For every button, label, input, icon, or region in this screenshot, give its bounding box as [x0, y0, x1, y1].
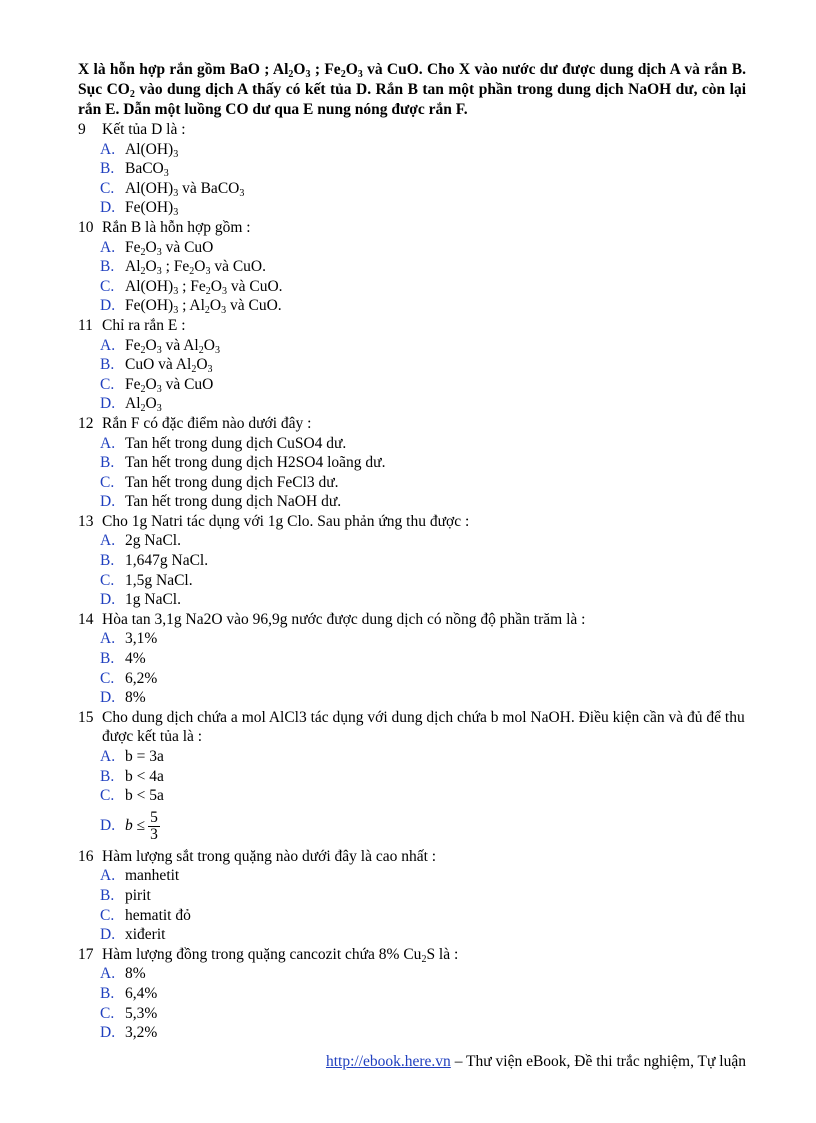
option-formula — [125, 810, 160, 843]
option-letter: D. — [100, 926, 116, 944]
question-9 — [78, 120, 746, 218]
question-14 — [78, 610, 746, 708]
option-text: 6,2% — [125, 669, 158, 687]
intro-text: O — [293, 61, 306, 78]
option-text: 3,1% — [125, 630, 158, 648]
option-a[interactable] — [78, 140, 746, 160]
option-d[interactable] — [78, 590, 746, 610]
option-d[interactable] — [78, 394, 746, 414]
question-number: 17 — [78, 945, 94, 963]
formula-relation: ≤ — [136, 816, 146, 834]
option-text: 8% — [125, 689, 146, 707]
option-text: pirit — [125, 886, 151, 904]
option-text: $Fe_2O_3$ và CuO — [125, 375, 214, 395]
question-text: Hàm lượng đồng trong quặng cancozit chứa 8% $Cu_2S$ là : — [102, 945, 459, 965]
option-letter: A. — [100, 748, 116, 765]
fraction — [148, 810, 160, 843]
option-text: 6,4% — [125, 984, 158, 1002]
option-c[interactable] — [78, 473, 746, 493]
option-a[interactable] — [78, 531, 746, 551]
option-letter: C. — [100, 179, 115, 197]
question-number: 15 — [78, 708, 94, 726]
option-a[interactable] — [78, 629, 746, 649]
option-letter: A. — [100, 630, 116, 648]
option-letter: C. — [100, 669, 115, 687]
option-d[interactable] — [78, 688, 746, 708]
option-letter: D. — [100, 199, 116, 217]
option-text: $Fe(OH)_3$ ; $Al_2O_3$ và CuO. — [125, 297, 282, 317]
option-c[interactable] — [78, 179, 746, 199]
subscript: 2 — [288, 69, 294, 80]
subscript: 2 — [129, 89, 135, 100]
option-d[interactable] — [78, 810, 746, 843]
option-letter: B. — [100, 552, 115, 570]
option-letter: C. — [100, 787, 115, 805]
option-text: 5,3% — [125, 1004, 158, 1022]
option-a[interactable] — [78, 434, 746, 454]
option-letter: A. — [100, 336, 116, 354]
question-text: Hàm lượng sắt trong quặng nào dưới đây là cao nhất : — [102, 847, 437, 865]
option-text: 4% — [125, 650, 146, 668]
option-d[interactable] — [78, 925, 746, 945]
option-letter: C. — [100, 473, 115, 491]
intro-text: vào dung dịch A thấy có kết tủa D. Rắn B tan một phần trong dung dịch NaOH dư, còn lại rắn E. Dẫn một luồng CO dư qua E nung nóng được rắn F. — [78, 81, 747, 118]
option-b[interactable] — [78, 984, 746, 1004]
option-letter: D. — [100, 817, 116, 835]
option-text: $Al_2O_3$ ; $Fe_2O_3$ và CuO. — [125, 258, 267, 278]
option-text: $Fe_2O_3$ và CuO — [125, 238, 214, 258]
option-letter: D. — [100, 493, 116, 511]
option-letter: B. — [100, 984, 115, 1002]
option-d[interactable] — [78, 296, 746, 316]
page-footer — [306, 1053, 746, 1071]
question-text: Hòa tan 3,1g Na2O vào 96,9g nước được dung dịch có nồng độ phần trăm là : — [102, 610, 586, 628]
question-text: Cho dung dịch chứa a mol AlCl3 tác dụng với dung dịch chứa b mol NaOH. Điều kiện cần và đủ để thu được kết tủa là : — [102, 708, 745, 746]
option-text: 1,5g NaCl. — [125, 571, 193, 589]
question-10 — [78, 218, 746, 316]
option-a[interactable] — [78, 866, 746, 886]
option-letter: A. — [100, 532, 116, 550]
subscript: 3 — [305, 69, 311, 80]
option-text: 1g NaCl. — [125, 591, 181, 609]
option-text: Tan hết trong dung dịch FeCl3 dư. — [125, 473, 339, 491]
option-text: $Fe(OH)_3$ — [125, 199, 179, 219]
option-letter: A. — [100, 434, 116, 452]
question-17 — [78, 945, 746, 1043]
option-c[interactable] — [78, 906, 746, 926]
question-text: Rắn F có đặc điểm nào dưới đây : — [102, 414, 312, 432]
option-text: Tan hết trong dung dịch H2SO4 loãng dư. — [125, 454, 386, 472]
question-16 — [78, 847, 746, 945]
option-text: 2g NaCl. — [125, 532, 181, 550]
question-number: 11 — [78, 316, 93, 334]
option-text: 8% — [125, 965, 146, 983]
question-15 — [78, 708, 746, 843]
option-letter: B. — [100, 454, 115, 472]
question-number: 16 — [78, 847, 94, 865]
option-text: manhetit — [125, 867, 180, 885]
problem-intro — [78, 60, 746, 120]
option-text: 1,647g NaCl. — [125, 552, 209, 570]
option-letter: D. — [100, 395, 116, 413]
option-c[interactable] — [78, 571, 746, 591]
option-text: CuO và $Al_2O_3$ — [125, 356, 213, 376]
option-b[interactable] — [78, 886, 746, 906]
question-number: 13 — [78, 512, 94, 530]
question-13 — [78, 512, 746, 610]
option-d[interactable] — [78, 198, 746, 218]
option-letter: B. — [100, 650, 115, 668]
intro-text: X là hỗn hợp rắn gồm BaO ; Al — [78, 61, 289, 78]
option-a[interactable] — [78, 336, 746, 356]
option-b[interactable] — [78, 649, 746, 669]
option-letter: A. — [100, 867, 116, 885]
option-text: xiđerit — [125, 926, 166, 944]
option-letter: D. — [100, 689, 116, 707]
option-a[interactable] — [78, 964, 746, 984]
option-d[interactable] — [78, 492, 746, 512]
option-b[interactable] — [78, 453, 746, 473]
option-c[interactable] — [78, 375, 746, 395]
intro-text: và CuO. Cho X vào nước dư được dung dịch A và rắn B. Sục CO — [78, 61, 746, 98]
option-text: 3,2% — [125, 1024, 158, 1042]
option-letter: D. — [100, 591, 116, 609]
formula-variable: b — [125, 816, 133, 834]
option-text: b < 5a — [125, 787, 164, 805]
option-b[interactable] — [78, 159, 746, 179]
option-text: $Al(OH)_3$ — [125, 140, 179, 160]
question-text: Kết tủa D là : — [102, 121, 186, 138]
option-d[interactable] — [78, 1023, 746, 1043]
option-letter: A. — [100, 140, 116, 158]
intro-text: ; Fe — [310, 61, 341, 78]
option-letter: B. — [100, 160, 115, 178]
footer-link[interactable]: http://ebook.here.vn — [325, 1053, 451, 1070]
option-letter: D. — [100, 297, 116, 315]
fraction-numerator: 5 — [150, 808, 158, 826]
option-text: Tan hết trong dung dịch CuSO4 dư. — [125, 434, 347, 452]
question-11 — [78, 316, 746, 414]
option-b[interactable] — [78, 551, 746, 571]
option-c[interactable] — [78, 786, 746, 806]
option-text: $Al_2O_3$ — [125, 395, 162, 415]
option-letter: B. — [100, 886, 115, 904]
question-number: 10 — [78, 218, 94, 236]
option-text: hematit đỏ — [125, 906, 191, 924]
option-letter: C. — [100, 571, 115, 589]
option-text: BaCO$_3$ — [125, 160, 169, 180]
option-text: $Al(OH)_3$ ; $Fe_2O_3$ và CuO. — [125, 277, 283, 297]
subscript: 2 — [340, 69, 346, 80]
question-number: 14 — [78, 610, 94, 628]
question-text: Rắn B là hỗn hợp gồm : — [102, 218, 251, 236]
question-12 — [78, 414, 746, 512]
option-c[interactable] — [78, 277, 746, 297]
subscript: 3 — [357, 69, 363, 80]
footer-text: – Thư viện eBook, Đề thi trắc nghiệm, Tự luận — [450, 1053, 746, 1070]
option-c[interactable] — [78, 1004, 746, 1024]
option-letter: C. — [100, 1004, 115, 1022]
option-text: $Al(OH)_3$ và BaCO$_3$ — [125, 179, 245, 199]
question-text: Chỉ ra rắn E : — [102, 316, 186, 334]
option-b[interactable] — [78, 355, 746, 375]
fraction-denominator: 3 — [150, 825, 158, 843]
page-content — [78, 60, 746, 1043]
option-letter: C. — [100, 375, 115, 393]
option-letter: A. — [100, 238, 116, 256]
option-a[interactable] — [78, 747, 746, 767]
option-letter: D. — [100, 1024, 116, 1042]
option-b[interactable] — [78, 257, 746, 277]
option-text: b < 4a — [125, 767, 164, 785]
option-letter: C. — [100, 277, 115, 295]
option-text: $Fe_2O_3$ và $Al_2O_3$ — [125, 336, 220, 356]
option-a[interactable] — [78, 238, 746, 258]
option-b[interactable] — [78, 767, 746, 787]
question-number: 12 — [78, 414, 94, 432]
option-text: Tan hết trong dung dịch NaOH dư. — [125, 493, 342, 511]
option-letter: B. — [100, 258, 115, 276]
intro-text: O — [345, 61, 358, 78]
option-text: b = 3a — [125, 748, 164, 765]
option-letter: C. — [100, 906, 115, 924]
question-number: 9 — [78, 121, 86, 138]
option-letter: B. — [100, 767, 115, 785]
option-c[interactable] — [78, 669, 746, 689]
question-text: Cho 1g Natri tác dụng với 1g Clo. Sau phản ứng thu được : — [102, 512, 470, 530]
option-letter: A. — [100, 965, 116, 983]
option-letter: B. — [100, 356, 115, 374]
